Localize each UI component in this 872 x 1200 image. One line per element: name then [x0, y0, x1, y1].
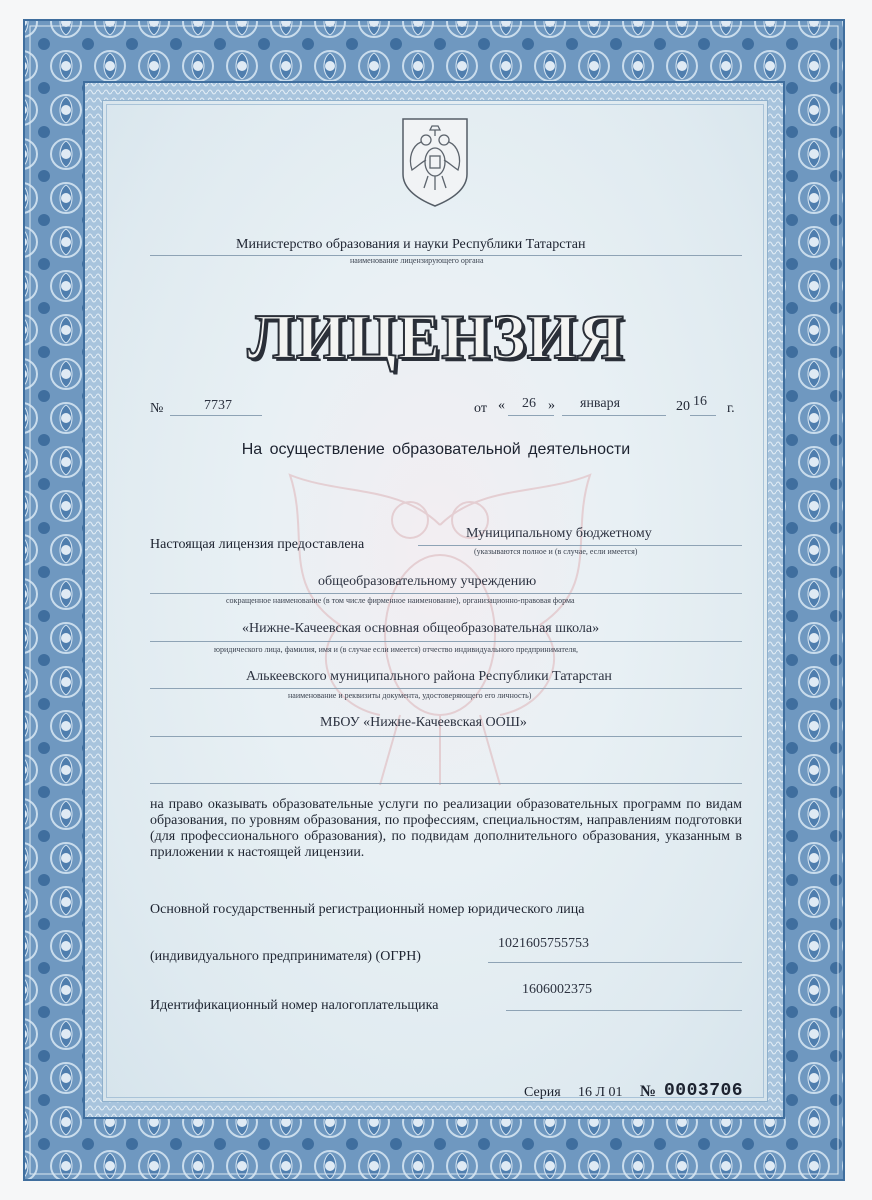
month-underline: [562, 415, 666, 416]
inn-value: 1606002375: [522, 982, 592, 997]
ogrn-label-1: Основной государственный регистрационный номер юридического лица: [150, 902, 585, 917]
open-quote: «: [498, 398, 505, 413]
grantee-line-5: МБОУ «Нижне-Качеевская ООШ»: [320, 715, 527, 730]
number-underline: [170, 415, 262, 416]
grantee-line-1: Муниципальному бюджетному: [466, 526, 652, 541]
ogrn-underline: [488, 962, 742, 963]
grantee-underline-1: [418, 545, 742, 546]
inn-label: Идентификационный номер налогоплательщика: [150, 998, 439, 1013]
license-purpose: На осуществление образовательной деятельности: [241, 441, 631, 458]
grantee-caption-3: юридического лица, фамилия, имя и (в случае если имеется) отчество индивидуального предпринимателя,: [214, 645, 579, 654]
grantee-underline-4: [150, 688, 742, 689]
series-label: Серия: [524, 1085, 561, 1100]
ogrn-label-2: (индивидуального предпринимателя) (ОГРН): [150, 949, 421, 964]
authority-caption: наименование лицензирующего органа: [350, 256, 484, 265]
grantee-line-4: Алькеевского муниципального района Республики Татарстан: [246, 669, 612, 684]
grantee-underline-6: [150, 783, 742, 784]
double-headed-eagle-icon: [400, 116, 470, 208]
date-year-suffix: 16: [693, 394, 707, 409]
grantee-caption-2: сокращенное наименование (в том числе фирменное наименование), организационно-правовая форма: [226, 596, 575, 605]
year-label: г.: [727, 401, 735, 416]
series-number-label: №: [640, 1083, 657, 1100]
licensing-authority: Министерство образования и науки Республики Татарстан: [236, 237, 586, 252]
license-number: 7737: [204, 398, 232, 413]
grantee-caption-1: (указываются полное и (в случае, если имеется): [474, 547, 638, 556]
day-underline: [508, 415, 554, 416]
date-month: января: [580, 396, 621, 411]
number-label: №: [150, 401, 164, 416]
grantee-line-3: «Нижне-Качеевская основная общеобразовательная школа»: [242, 621, 600, 636]
grantee-line-2: общеобразовательному учреждению: [318, 574, 537, 589]
series-value: 16 Л 01: [578, 1085, 623, 1100]
date-from-label: от: [474, 401, 487, 416]
ogrn-value: 1021605755753: [498, 936, 589, 951]
series-number: 0003706: [664, 1081, 744, 1101]
date-day: 26: [522, 396, 536, 411]
rights-text: на право оказывать образовательные услуги по реализации образовательных программ по видам образования, по уровням образования, по профессиям, специальностям, направлениям подготовки (для профессионального образования), по подвидам дополнительного образования, указанным в приложении к настоящей лицензии.: [150, 797, 742, 860]
date-year-prefix: 20: [676, 399, 690, 414]
grantee-underline-3: [150, 641, 742, 642]
grantee-caption-4: наименование и реквизиты документа, удостоверяющего его личность): [288, 691, 532, 700]
inn-underline: [506, 1010, 742, 1011]
grantee-label: Настоящая лицензия предоставлена: [150, 537, 365, 552]
grantee-underline-2: [150, 593, 742, 594]
year-underline: [690, 415, 716, 416]
document-title: ЛИЦЕНЗИЯ: [247, 301, 625, 372]
close-quote: »: [548, 398, 555, 413]
grantee-underline-5: [150, 736, 742, 737]
